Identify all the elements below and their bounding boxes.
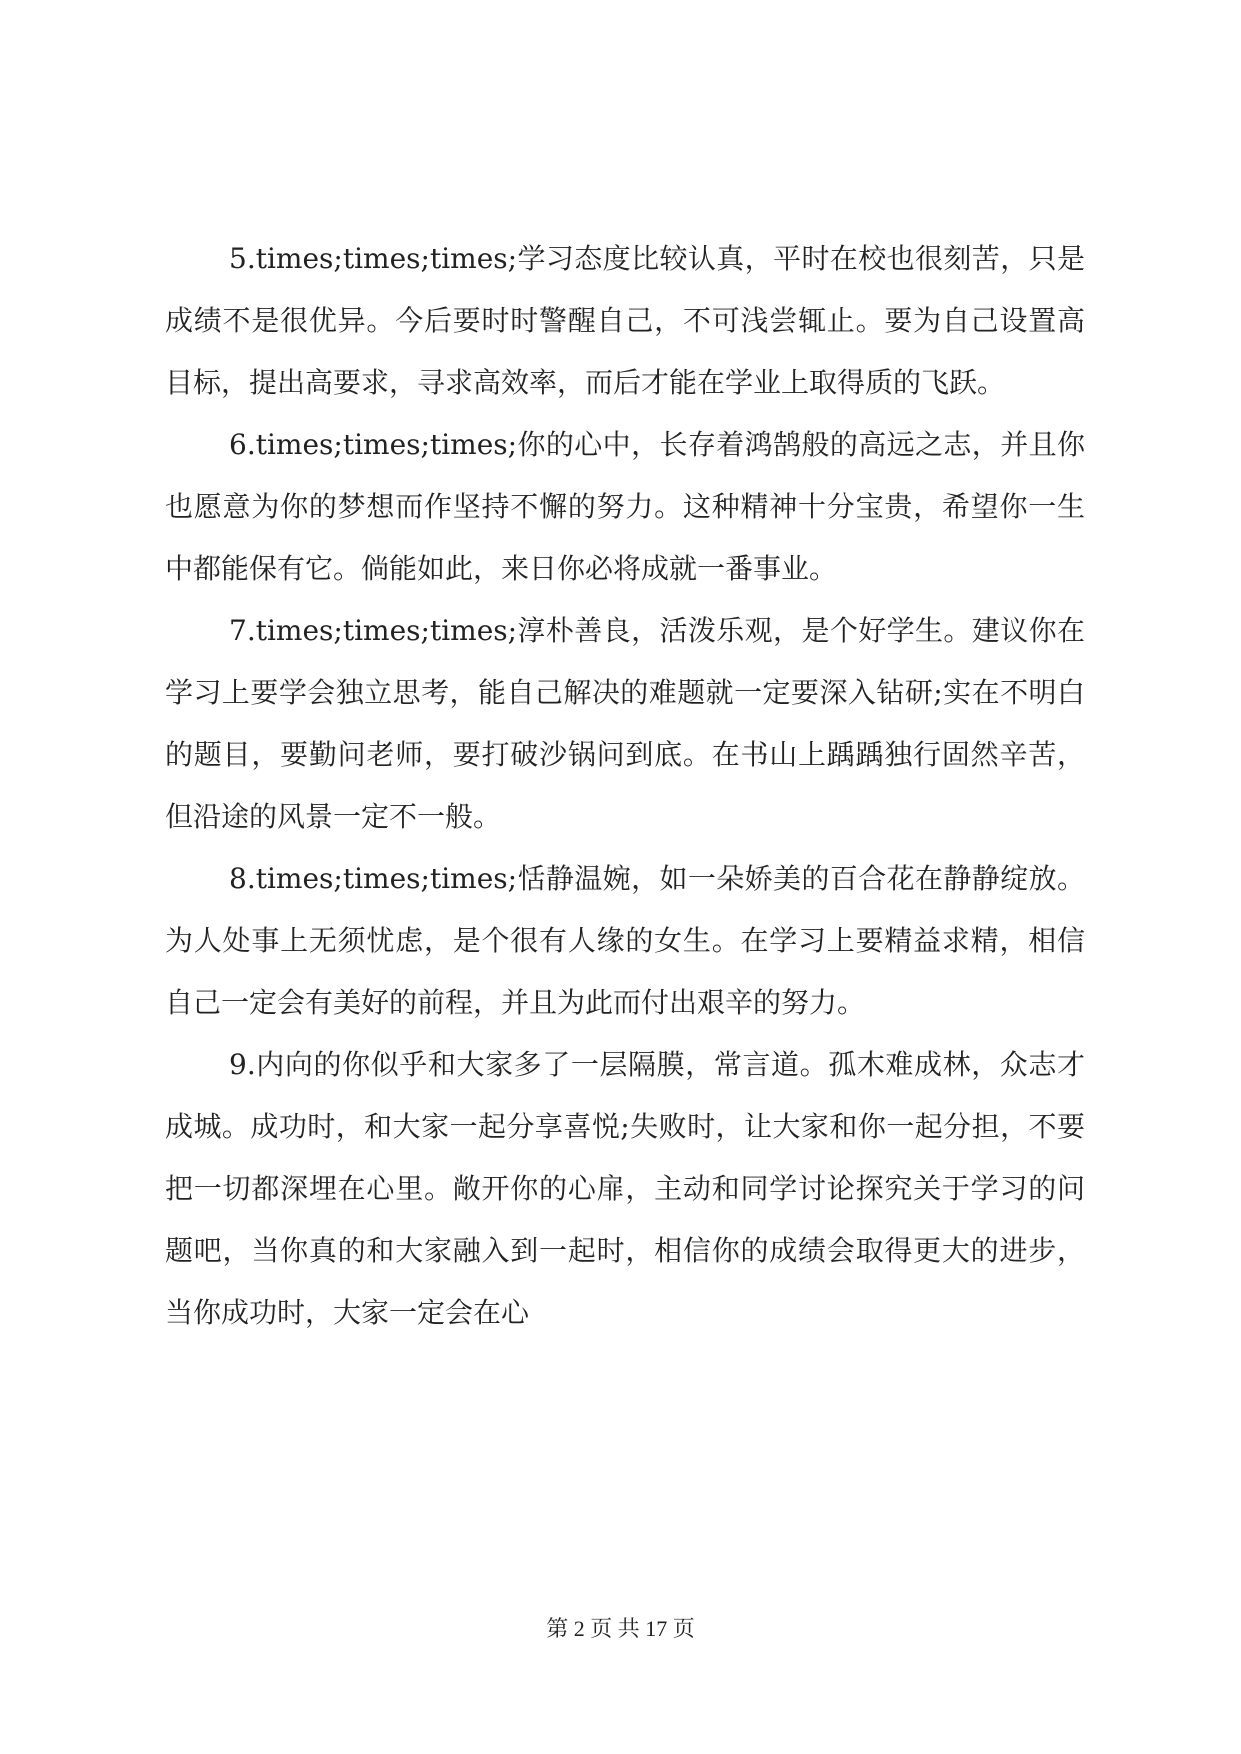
paragraph-5: 5.times;times;times;学习态度比较认真，平时在校也很刻苦，只是成绩不是很优异。今后要时时警醒自己，不可浅尝辄止。要为自己设置高目标，提出高要求，寻求高效率，而后才能在学业上取得质的飞跃。: [165, 242, 1085, 399]
paragraph-9: 9.内向的你似乎和大家多了一层隔膜，常言道。孤木难成林，众志才成城。成功时，和大家一起分享喜悦;失败时，让大家和你一起分担，不要把一切都深埋在心里。敞开你的心扉，主动和同学讨论探究关于学习的问题吧，当你真的和大家融入到一起时，相信你的成绩会取得更大的进步，当你成功时，大家一定会在心: [165, 1048, 1085, 1329]
body-text: [165, 228, 1085, 1344]
paragraph-7: 7.times;times;times;淳朴善良，活泼乐观，是个好学生。建议你在学习上要学会独立思考，能自己解决的难题就一定要深入钻研;实在不明白的题目，要勤问老师，要打破沙锅问到底。在书山上踽踽独行固然辛苦，但沿途的风景一定不一般。: [165, 614, 1085, 833]
paragraph-6: 6.times;times;times;你的心中，长存着鸿鹄般的高远之志，并且你也愿意为你的梦想而作坚持不懈的努力。这种精神十分宝贵，希望你一生中都能保有它。倘能如此，来日你必将成就一番事业。: [165, 428, 1085, 585]
page-footer: [0, 1612, 1241, 1643]
paragraph-8: 8.times;times;times;恬静温婉，如一朵娇美的百合花在静静绽放。为人处事上无须忧虑，是个很有人缘的女生。在学习上要精益求精，相信自己一定会有美好的前程，并且为此而付出艰辛的努力。: [165, 862, 1085, 1019]
page-number: 第 2 页 共 17 页: [546, 1616, 695, 1641]
